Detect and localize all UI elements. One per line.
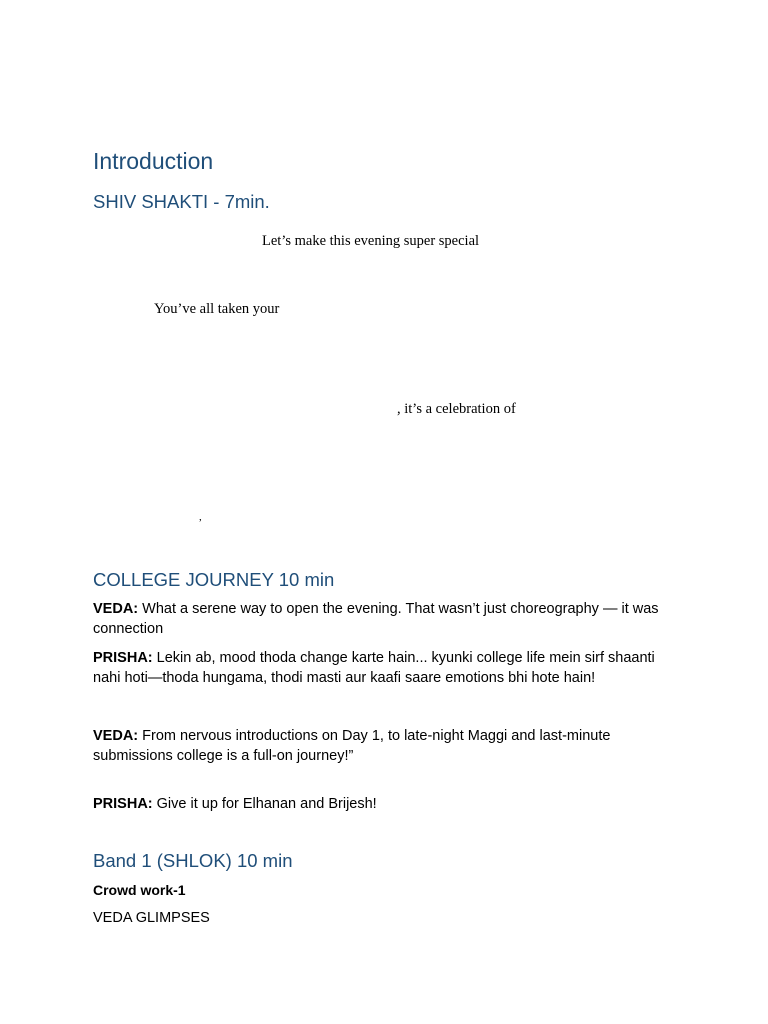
speaker-name: PRISHA:: [93, 796, 153, 812]
speaker-name: VEDA:: [93, 601, 139, 617]
section-heading-introduction: Introduction: [93, 148, 214, 174]
veda-glimpses-label: VEDA GLIMPSES: [93, 910, 210, 926]
subheading-shiv-shakti: SHIV SHAKTI - 7min.: [93, 191, 270, 212]
intro-fragment-2: You’ve all taken your: [154, 301, 280, 317]
dialogue-line: [93, 649, 683, 688]
intro-fragment-1: Let’s make this evening super special: [262, 233, 480, 249]
speaker-name: PRISHA:: [93, 650, 153, 666]
dialogue-line: [93, 795, 683, 815]
crowd-work-label: Crowd work-1: [93, 882, 186, 898]
dialogue-line: [93, 600, 683, 639]
intro-fragment-3: , it’s a celebration of: [397, 401, 516, 417]
dialogue-text: What a serene way to open the evening. That wasn’t just choreography — it was connection: [93, 601, 659, 637]
intro-fragment-4: ,: [199, 511, 202, 523]
section-heading-band: Band 1 (SHLOK) 10 min: [93, 850, 293, 871]
dialogue-text: From nervous introductions on Day 1, to late-night Maggi and last-minute submissions college is a full-on journey!”: [93, 728, 611, 764]
dialogue-text: Give it up for Elhanan and Brijesh!: [152, 796, 377, 812]
speaker-name: VEDA:: [93, 728, 139, 744]
dialogue-text: Lekin ab, mood thoda change karte hain... kyunki college life mein sirf shaanti nahi hoti—thoda hungama, thodi masti aur kaafi saare emotions bhi hote hain!: [93, 650, 655, 686]
dialogue-line: [93, 727, 683, 766]
section-heading-college-journey: COLLEGE JOURNEY 10 min: [93, 569, 335, 590]
